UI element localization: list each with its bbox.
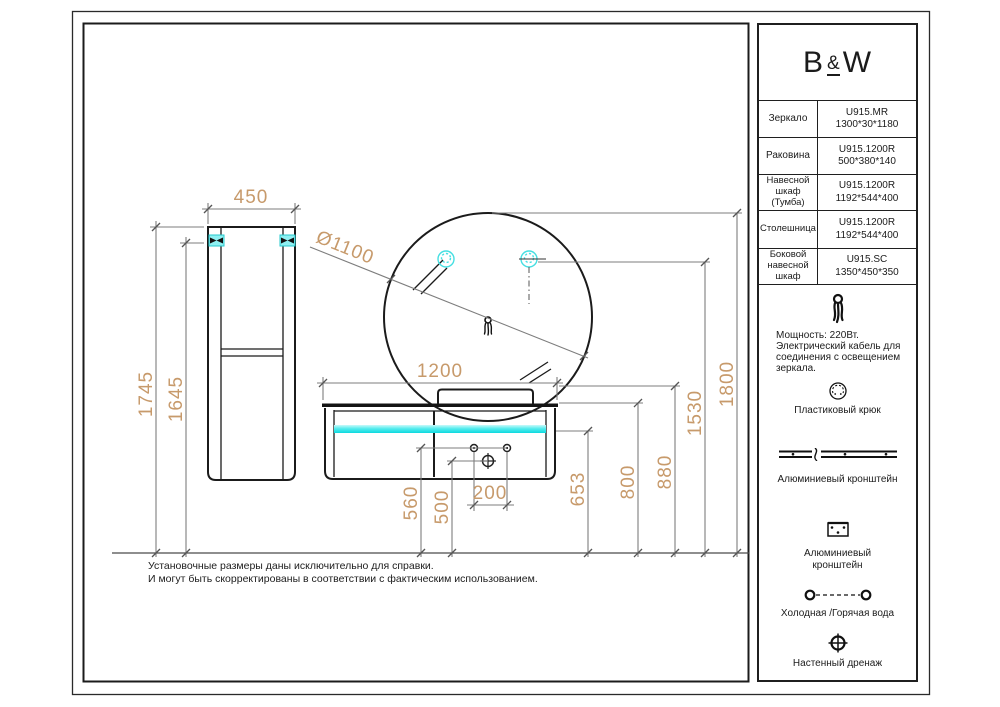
dim-1530-label: 1530 [685,389,706,437]
row-label: (Тумба) [771,196,805,208]
bracket-label [804,548,871,572]
table-row [759,138,916,175]
row-size: 500*380*140 [838,156,896,167]
cabinet-bracket-left [209,235,224,246]
row-label: Раковина [766,150,810,162]
row-model: U915.1200R [838,143,896,155]
aluminum-bracket-icon [827,520,849,538]
dim-653-label: 653 [568,471,589,507]
row-label: Боковой [769,249,807,261]
dim-diameter-label: Ø1100 [312,226,378,269]
power-note-line: Мощность: 220Вт. [776,330,859,341]
sink [438,390,533,405]
row-label: Столешница [760,223,816,235]
power-note-line: Электрический кабель для [776,341,901,352]
brand-logo [759,25,916,101]
row-label: шкаф [775,270,801,282]
legend [759,285,916,670]
row-model: U915.SC [846,254,888,265]
drain-label: Настенный дренаж [792,658,883,669]
dim-cabinet-heights [136,221,204,557]
bracket-label-line: кронштейн [812,560,863,571]
spec-panel [757,23,918,682]
bracket-label-line: Алюминиевый [803,548,872,559]
mirror-cable-icon [485,317,492,335]
dim-vanity-width [317,361,563,400]
note-line-1: Установочные размеры даны исключительно для справки. [148,560,434,572]
row-label: шкаф [775,186,801,198]
row-size: 1300*30*1180 [835,119,899,130]
dim-880-label: 880 [655,454,676,490]
dim-1745-label: 1745 [136,370,157,418]
power-note-line: соединения с освещением [776,352,901,363]
table-row [759,249,916,285]
aluminum-rail-icon [779,448,897,461]
row-model: U915.1200R [838,180,896,191]
water-label: Холодная /Горячая вода [780,608,895,619]
dim-200-label: 200 [472,483,508,504]
power-note-line: зеркала. [776,363,816,374]
dim-cabinet-width [202,187,301,224]
row-size: 1192*544*400 [835,192,899,204]
hook-label: Пластиковый крюк [794,405,881,416]
rail-label: Алюминиевый кронштейн [777,474,898,485]
vanity-cabinet [322,390,558,480]
dim-560-label: 560 [401,485,422,521]
dim-mirror-diameter [310,227,588,360]
row-label: навесной [767,260,809,272]
power-note [759,330,900,374]
row-model: U915.MR [845,106,889,118]
mirror-hook-left [438,251,454,267]
table-row [759,175,916,211]
table-row [759,211,916,249]
dim-800-label: 800 [618,464,639,500]
table-row [759,101,916,138]
row-size: 1192*544*400 [835,229,899,241]
side-cabinet [208,227,295,480]
dim-1645-label: 1645 [166,375,187,423]
plastic-hook-icon [828,381,848,401]
cold-hot-water-icon [804,589,872,601]
logo-letter-w: W [842,45,873,79]
row-label: Зеркало [768,113,808,125]
row-model: U915.1200R [838,217,896,228]
dim-450-label: 450 [233,187,269,208]
dim-connections [401,444,514,557]
power-cable-icon [825,293,851,327]
mirror-hook-right [519,251,546,304]
countertop [322,404,558,408]
led-strip [334,425,546,433]
logo-ampersand: & [827,52,840,74]
logo-letter-b: B [802,45,824,79]
dim-1200-label: 1200 [416,361,464,382]
cabinet-bracket-right [280,235,295,246]
note-line-2: И могут быть скорректированы в соответствии с фактическим использованием. [148,573,538,585]
row-size: 1350*450*350 [835,266,899,278]
wall-drain-icon [827,632,849,654]
dim-500-label: 500 [432,489,453,525]
dim-1800-label: 1800 [717,360,738,408]
row-label: Навесной [766,175,810,187]
